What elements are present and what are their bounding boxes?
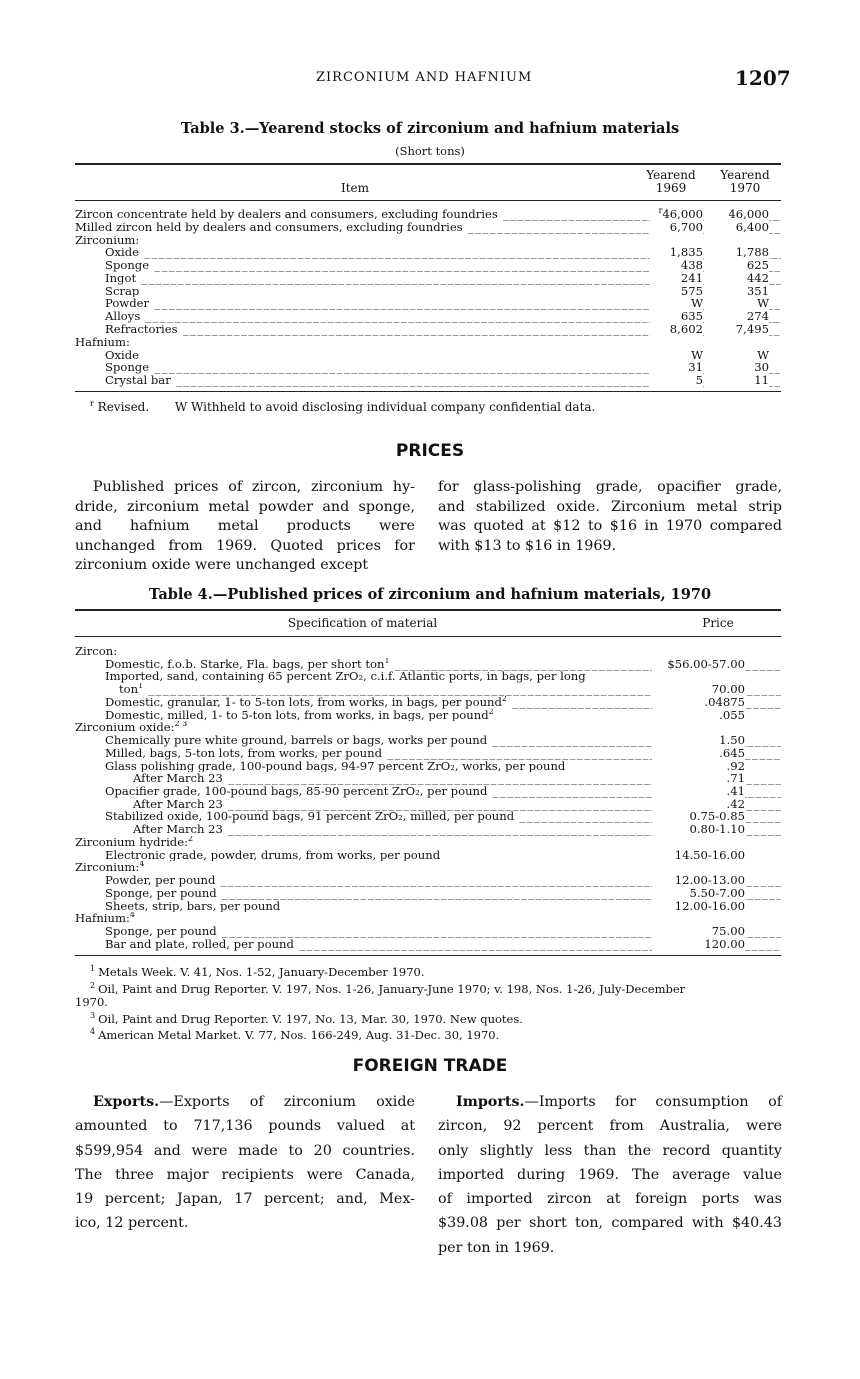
price-value: 12.00-16.00 [652, 900, 745, 913]
value-1969-text: 5 [695, 374, 703, 387]
value-1969 [650, 297, 703, 310]
paragraph-line-text: zircon, 92 percent from Australia, were [438, 1118, 782, 1135]
paragraph-line-text: and hafnium metal products were [75, 518, 415, 534]
table-row [75, 246, 781, 259]
page-number: 1207 [735, 66, 791, 90]
value-1970: W [704, 349, 769, 362]
value-1969-text: 241 [680, 271, 703, 285]
table-row [75, 336, 781, 349]
running-title: ZIRCONIUM AND HAFNIUM [316, 70, 533, 85]
table-row [75, 798, 781, 811]
table3-title: Table 3.—Yearend stocks of zirconium and hafnium materials [180, 120, 680, 137]
row-label [75, 721, 187, 734]
revised-mark: r [658, 208, 663, 216]
paragraph-line [75, 537, 415, 557]
row-label-text: Oxide [105, 246, 140, 260]
table3-bottom-rule [75, 391, 781, 392]
row-label-text: Alloys [105, 310, 141, 324]
table-row [75, 900, 781, 913]
value-1969 [650, 246, 703, 259]
row-label-text: ton [119, 683, 139, 696]
footnote-text: Oil, Paint and Drug Reporter. V. 197, No. 13, Mar. 30, 1970. New quotes. [98, 1011, 523, 1026]
row-label-text: Bar and plate, rolled, per pound [105, 937, 294, 951]
table4-header-rule [75, 636, 781, 637]
table-row [75, 208, 781, 221]
footnote-line [75, 996, 790, 1009]
row-label-text: Electronic grade, powder, drums, from works, per pound [105, 848, 441, 862]
value-1969 [650, 221, 703, 234]
paragraph-line [75, 1163, 415, 1187]
row-label-text: Sponge, per pound [105, 886, 217, 900]
table-row [75, 823, 781, 836]
table-row [75, 234, 781, 247]
table-row [75, 374, 781, 387]
row-label-text: After March 23 [133, 823, 223, 837]
row-label [75, 836, 193, 849]
value-1969 [650, 285, 703, 298]
price-value: 14.50-16.00 [652, 849, 745, 862]
footnote-mark: 4 [90, 1027, 96, 1037]
row-label-text: Domestic, f.o.b. Starke, Fla. bags, per short ton [105, 657, 385, 671]
table-row [75, 836, 781, 849]
prices-paragraph-right [438, 478, 782, 556]
table-row [75, 297, 781, 310]
paragraph-line-text: 19 percent; Japan, 17 percent; and, Mex- [75, 1191, 415, 1208]
paragraph-line [75, 1211, 415, 1235]
table-row [75, 721, 781, 734]
table-row [75, 874, 781, 887]
paragraph-line [75, 478, 415, 498]
footnote-mark: 2 [90, 980, 96, 990]
row-label-text: Domestic, milled, 1- to 5-ton lots, from works, in bags, per pound [105, 708, 489, 722]
paragraph-line-text: Published prices of zircon, zirconium hy- [93, 479, 415, 495]
table-row [75, 709, 781, 722]
paragraph-line [438, 498, 782, 518]
price-value: 70.00 [652, 683, 745, 696]
paragraph-line [75, 1090, 415, 1114]
table-row [75, 658, 781, 671]
value-1969 [650, 272, 703, 285]
row-label [75, 912, 135, 925]
value-1969-text: 46,000 [662, 208, 703, 221]
table3-note [90, 399, 595, 414]
price-value: .92 [652, 760, 745, 773]
value-1969-text: 438 [680, 259, 703, 272]
row-label-text: Sponge [105, 361, 150, 375]
paragraph-line [438, 537, 782, 557]
price-value: 12.00-13.00 [652, 874, 745, 887]
paragraph-line [438, 1236, 782, 1260]
table4-top-rule [75, 609, 781, 611]
price-value: .055 [652, 709, 745, 722]
table-row [75, 772, 781, 785]
row-label-text: After March 23 [133, 772, 223, 786]
footnote-mark: 1 [138, 683, 144, 691]
paragraph-line-text: $39.08 per short ton, compared with $40.43 [438, 1215, 782, 1232]
row-label-text: Hafnium: [75, 912, 130, 926]
value-1970: 442 [704, 272, 769, 285]
table3-col-1970-line2: 1970 [729, 181, 761, 195]
table-row [75, 285, 781, 298]
table-row [75, 361, 781, 374]
footnote-line [90, 1025, 790, 1042]
paragraph-line [438, 517, 782, 537]
row-label-text: Stabilized oxide, 100-pound bags, 91 percent ZrO₂, milled, per pound [105, 810, 515, 824]
table-row [75, 670, 781, 683]
row-label-text: Opacifier grade, 100-pound bags, 85-90 percent ZrO₂, per pound [105, 785, 488, 798]
table4-title: Table 4.—Published prices of zirconium and hafnium materials, 1970 [148, 586, 712, 603]
withheld-note: W Withheld to avoid disclosing individual company confidential data. [174, 400, 596, 414]
row-label [105, 670, 586, 683]
row-label-text: Zirconium: [75, 861, 140, 875]
footnote-line [90, 979, 790, 996]
paragraph-line-text: dride, zirconium metal powder and sponge, [75, 498, 415, 515]
value-1969 [650, 310, 703, 323]
value-1969-text: W [691, 348, 703, 362]
row-label-text: Chemically pure white ground, barrels or bags, works per pound [105, 734, 488, 747]
row-label-text: Milled zircon held by dealers and consumers, excluding foundries [75, 220, 463, 234]
value-1969 [650, 208, 703, 221]
paragraph-line [438, 1139, 782, 1163]
value-1969-text: 6,700 [669, 220, 703, 234]
footnote-line [90, 962, 790, 979]
paragraph-line-text: of imported zircon at foreign ports was [438, 1191, 782, 1208]
value-1969 [650, 323, 703, 336]
paragraph-line-text: unchanged from 1969. Quoted prices for [75, 537, 415, 554]
paragraph-line-text: per ton in 1969. [438, 1239, 555, 1256]
table-row [75, 912, 781, 925]
value-1970: 1,788 [704, 246, 769, 259]
value-1969-text: 8,602 [669, 323, 703, 336]
table-row [75, 938, 781, 951]
row-label-text: Imported, sand, containing 65 percent ZrO₂, c.i.f. Atlantic ports, in bags, per long [105, 670, 586, 684]
table4-col-price: Price [702, 616, 734, 630]
row-label-text: Domestic, granular, 1- to 5-ton lots, from works, in bags, per pound [105, 695, 502, 709]
value-1969 [650, 361, 703, 374]
footnote-mark: 4 [129, 912, 135, 920]
paragraph-lead: Imports. [456, 1094, 525, 1110]
table-row [75, 810, 781, 823]
paragraph-line [438, 1211, 782, 1235]
value-1970: 625 [704, 259, 769, 272]
paragraph-line-text: only slightly less than the record quantity [438, 1142, 782, 1159]
table3-header-rule [75, 200, 781, 201]
value-1970: 46,000 [704, 208, 769, 221]
price-value: 1.50 [652, 734, 745, 747]
table-row [75, 734, 781, 747]
table3-subtitle: (Short tons) [395, 144, 465, 158]
paragraph-line [75, 1139, 415, 1163]
row-label-text: Refractories [105, 323, 178, 336]
paragraph-line-text: and stabilized oxide. Zirconium metal strip [438, 498, 782, 515]
paragraph-line [75, 498, 415, 518]
value-1969-text: 31 [688, 361, 703, 375]
footnote-text: Oil, Paint and Drug Reporter. V. 197, Nos. 1-26, January-June 1970; v. 198, Nos. 1-26, July-December [98, 981, 686, 996]
row-label [75, 336, 130, 349]
price-value: .645 [652, 747, 745, 760]
paragraph-line-text: ico, 12 percent. [75, 1215, 189, 1232]
table-row [75, 760, 781, 773]
row-label [75, 645, 117, 658]
footnote-text: Metals Week. V. 41, Nos. 1-52, January-December 1970. [98, 964, 425, 979]
footnote-mark: 2 3 [174, 721, 188, 729]
foreign-trade-heading: FOREIGN TRADE [352, 1056, 508, 1076]
table3-top-rule [75, 163, 781, 165]
table4-footnotes [75, 962, 790, 1043]
table-row [75, 259, 781, 272]
row-label-text: Sponge [105, 259, 150, 272]
table-row [75, 861, 781, 874]
table-row [75, 349, 781, 362]
row-label-text: Zircon: [75, 645, 118, 658]
table-row [75, 323, 781, 336]
paragraph-line-text: $599,954 and were made to 20 countries. [75, 1142, 415, 1159]
row-label [75, 861, 144, 874]
value-1970: 7,495 [704, 323, 769, 336]
footnote-mark: 2 [187, 835, 194, 844]
exports-paragraph [75, 1090, 415, 1236]
price-value: .71 [652, 772, 745, 785]
value-1970: 274 [704, 310, 769, 323]
table-row [75, 696, 781, 709]
value-1970: 351 [704, 285, 769, 298]
table3-col-1969-line1: Yearend [646, 168, 696, 182]
table-row [75, 747, 781, 760]
row-label-text: Sponge, per pound [105, 925, 217, 938]
table-row [75, 272, 781, 285]
value-1969-text: 1,835 [669, 246, 703, 260]
table3-col-1970-line1: Yearend [720, 168, 770, 182]
paragraph-line [438, 1090, 782, 1114]
paragraph-line-text: with $13 to $16 in 1969. [438, 537, 617, 554]
row-label-text: Glass polishing grade, 100-pound bags, 94-97 percent ZrO₂, works, per pound [105, 759, 566, 773]
table4-col-spec: Specification of material [287, 616, 438, 630]
row-label-text: Powder, per pound [105, 874, 216, 887]
paragraph-line-text: The three major recipients were Canada, [75, 1166, 415, 1183]
table-row [75, 887, 781, 900]
table3-col-1970 [709, 169, 781, 195]
table4-bottom-rule [75, 955, 781, 956]
price-value: 75.00 [652, 925, 745, 938]
revised-mark: r [90, 399, 94, 408]
price-value: .42 [652, 798, 745, 811]
footnote-mark: 2 [501, 695, 508, 704]
value-1969-text: 575 [680, 284, 703, 298]
prices-paragraph-left [75, 478, 415, 576]
paragraph-line-text: amounted to 717,136 pounds valued at [75, 1118, 415, 1135]
paragraph-line [75, 1114, 415, 1138]
paragraph-line-text: for glass-polishing grade, opacifier grade, [438, 479, 782, 495]
row-label-text: Sheets, strip, bars, per pound [105, 899, 281, 913]
paragraph-line [438, 1163, 782, 1187]
row-label-text: Ingot [105, 271, 137, 285]
table-row [75, 645, 781, 658]
table-row [75, 925, 781, 938]
paragraph-line [75, 1187, 415, 1211]
value-1969 [650, 259, 703, 272]
table-row [75, 849, 781, 862]
paragraph-lead: Exports. [93, 1094, 160, 1110]
revised-note: Revised. [97, 400, 150, 414]
value-1969 [650, 374, 703, 387]
value-1969 [650, 349, 703, 362]
row-label-text: Crystal bar [105, 374, 171, 387]
value-1970: W [704, 297, 769, 310]
table3-col-1969 [635, 169, 707, 195]
value-1970: 30 [704, 361, 769, 374]
price-value: 0.80-1.10 [652, 823, 745, 836]
paragraph-line-text: —Imports for consumption of [524, 1094, 782, 1110]
footnote-mark: 2 [488, 708, 494, 716]
paragraph-line [438, 478, 782, 498]
row-label [75, 234, 139, 247]
row-label-text: Zirconium: [75, 233, 140, 247]
paragraph-line-text: was quoted at $12 to $16 in 1970 compared [438, 518, 782, 534]
prices-heading: PRICES [395, 441, 465, 461]
paragraph-line [75, 556, 415, 576]
row-label-text: Powder [105, 297, 150, 311]
row-label-text: Milled, bags, 5-ton lots, from works, per pound [105, 746, 383, 760]
table-row [75, 785, 781, 798]
paragraph-line [75, 517, 415, 537]
price-value: $56.00-57.00 [652, 658, 745, 671]
table3-col-item: Item [340, 181, 370, 195]
row-label-text: Scrap [105, 284, 140, 298]
row-label-text: After March 23 [133, 797, 223, 811]
paragraph-line-text: imported during 1969. The average value [438, 1166, 782, 1183]
table3-col-1969-line2: 1969 [655, 181, 687, 195]
paragraph-line-text: —Exports of zirconium oxide [159, 1094, 415, 1110]
price-value: .04875 [652, 696, 745, 709]
price-value: 120.00 [652, 938, 745, 951]
table-row [75, 683, 781, 696]
paragraph-line [438, 1187, 782, 1211]
row-label-text: Oxide [105, 348, 140, 362]
value-1969-text: W [691, 297, 703, 311]
footnote-text: American Metal Market. V. 77, Nos. 166-249, Aug. 31-Dec. 30, 1970. [98, 1028, 500, 1043]
footnote-text: 1970. [75, 994, 108, 1009]
value-1970: 6,400 [704, 221, 769, 234]
table-row [75, 221, 781, 234]
footnote-mark: 1 [384, 657, 390, 665]
price-value: 0.75-0.85 [652, 810, 745, 823]
row-label-text: Zirconium oxide: [75, 721, 175, 735]
row-label-text: Hafnium: [75, 335, 130, 349]
footnote-mark: 3 [90, 1010, 96, 1020]
imports-paragraph [438, 1090, 782, 1260]
paragraph-line [438, 1114, 782, 1138]
footnote-mark: 4 [139, 861, 145, 869]
value-1970: 11 [704, 374, 769, 387]
table-row [75, 310, 781, 323]
price-value: .41 [652, 785, 745, 798]
value-1969-text: 635 [680, 310, 703, 324]
paragraph-line-text: zirconium oxide were unchanged except [75, 557, 369, 573]
price-value: 5.50-7.00 [652, 887, 745, 900]
footnote-mark: 1 [90, 964, 96, 973]
row-label-text: Zircon concentrate held by dealers and consumers, excluding foundries [75, 208, 498, 221]
footnote-line [90, 1009, 790, 1026]
row-label-text: Zirconium hydride: [75, 835, 188, 849]
